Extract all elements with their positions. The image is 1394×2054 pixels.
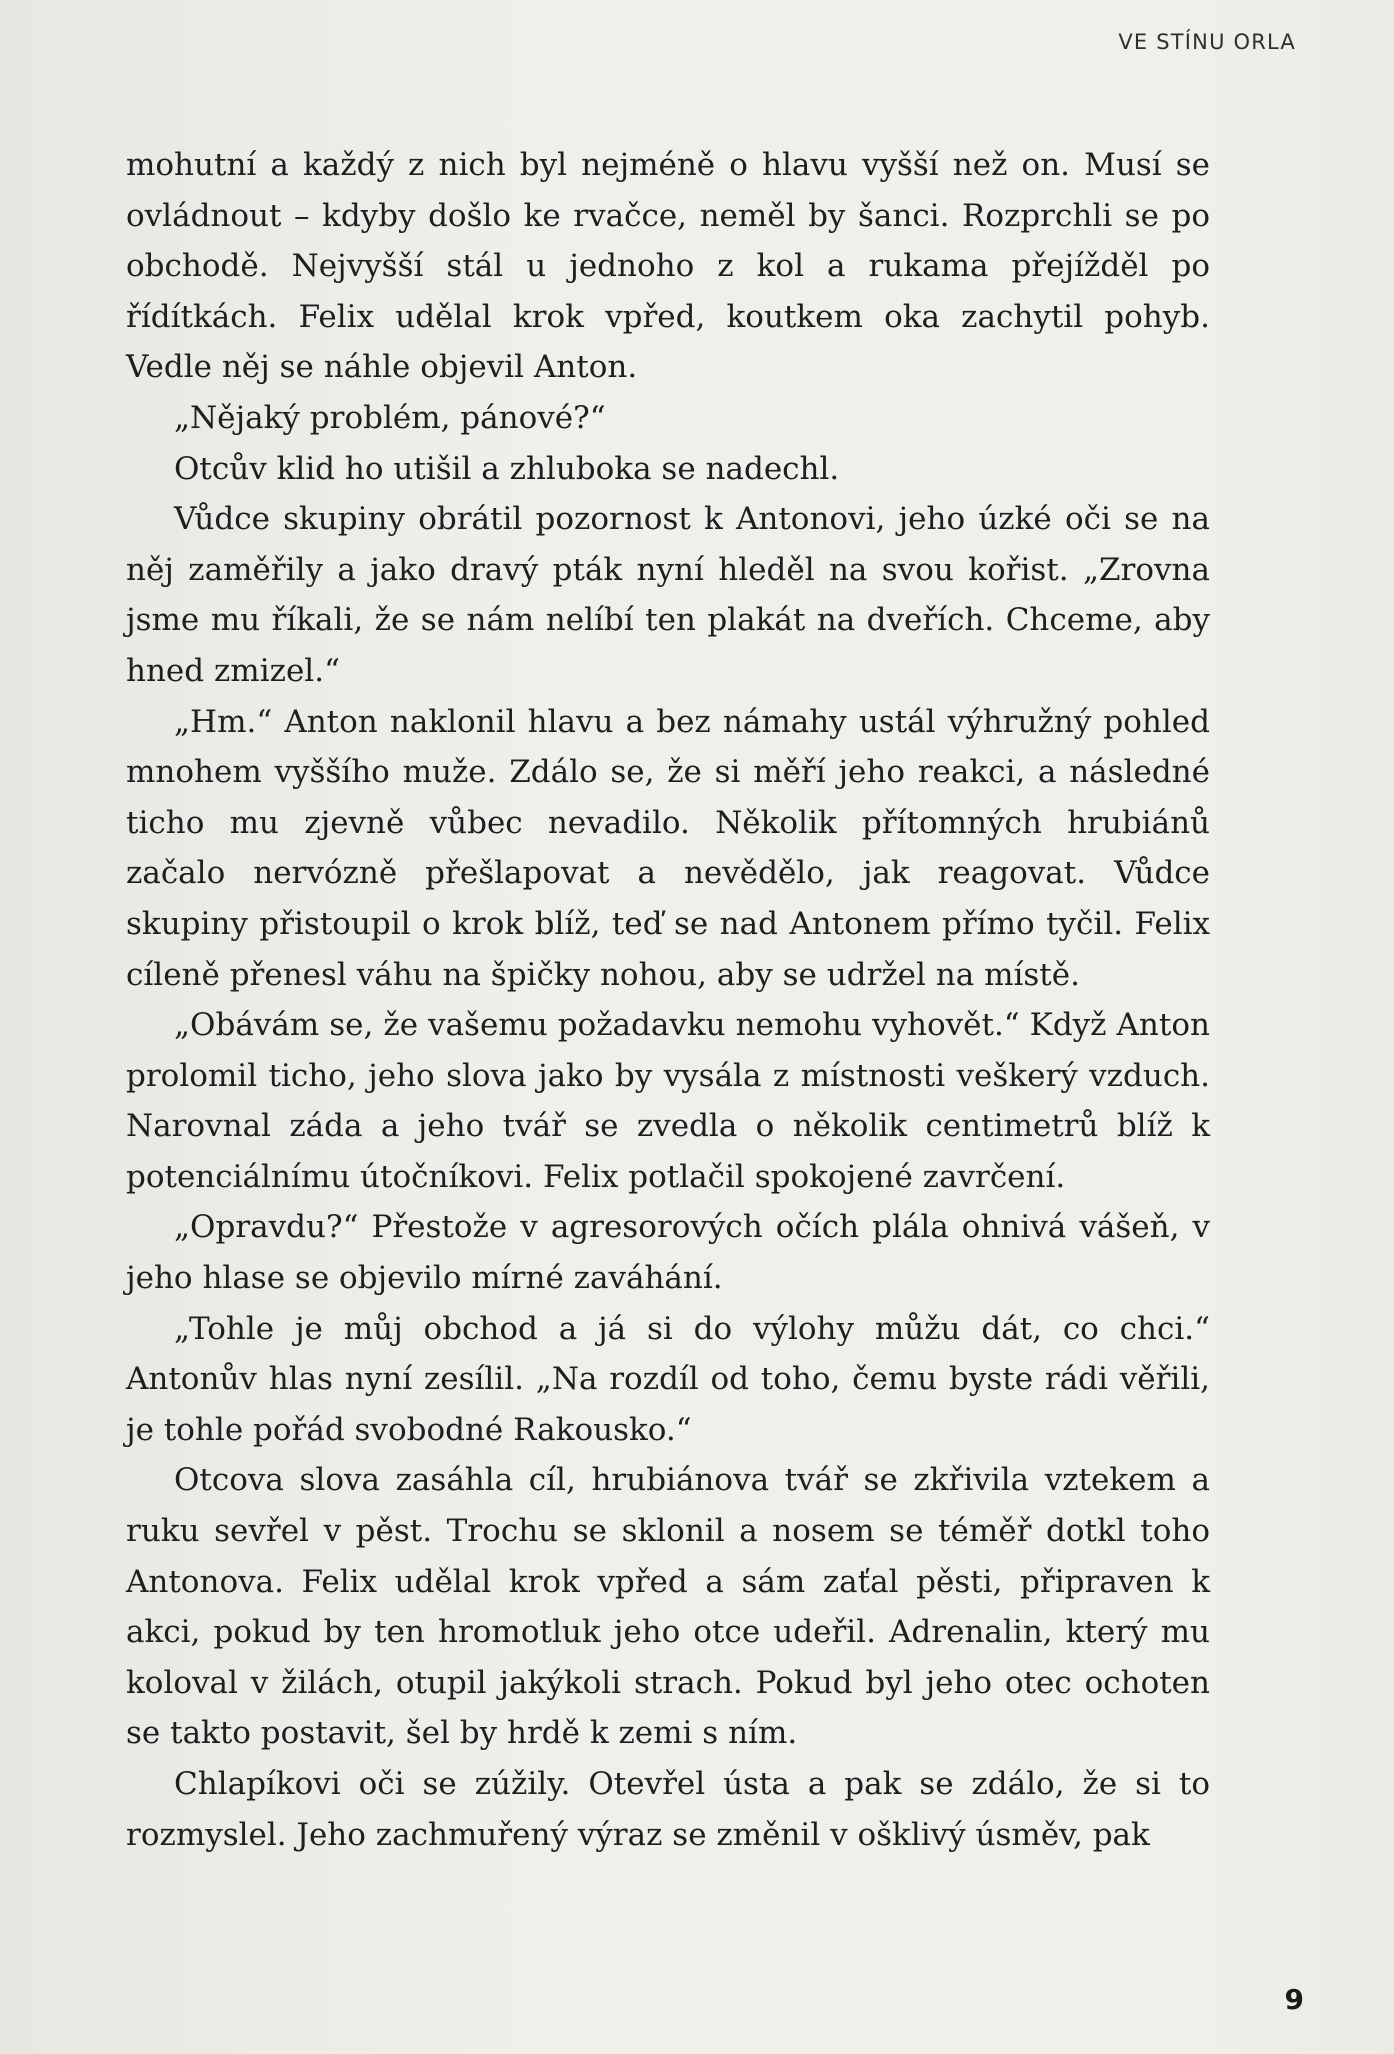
paragraph: Chlapíkovi oči se zúžily. Otevřel ústa a pak se zdálo, že si to rozmyslel. Jeho zachmuřený výraz se změnil v ošklivý úsměv, pak <box>126 1766 1210 1853</box>
running-head: VE STÍNU ORLA <box>1118 30 1296 54</box>
body-text <box>126 140 1210 1860</box>
page-number: 9 <box>1284 1983 1304 2016</box>
paragraph: „Tohle je můj obchod a já si do výlohy můžu dát, co chci.“ Antonův hlas nyní zesílil. „Na rozdíl od toho, čemu byste rádi věřili, je tohle pořád svobodné Rakousko.“ <box>126 1310 1210 1448</box>
paragraph: Otcova slova zasáhla cíl, hrubiánova tvář se zkřivila vztekem a ruku sevřel v pěst. Trochu se sklonil a nosem se téměř dotkl toho Antonova. Felix udělal krok vpřed a sám zaťal pěsti, připraven k akci, pokud by ten hromotluk jeho otce udeřil. Adrenalin, který mu koloval v žilách, otupil jakýkoli strach. Pokud byl jeho otec ochoten se takto postavit, šel by hrdě k zemi s ním. <box>126 1462 1210 1752</box>
paragraph: „Nějaký problém, pánové?“ <box>174 399 606 436</box>
paragraph: mohutní a každý z nich byl nejméně o hlavu vyšší než on. Musí se ovládnout – kdyby došlo ke rvačce, neměl by šanci. Rozprchli se po obchodě. Nejvyšší stál u jednoho z kol a rukama přejížděl po řídítkách. Felix udělal krok vpřed, koutkem oka zachytil pohyb. Vedle něj se náhle objevil Anton. <box>126 147 1210 386</box>
paragraph: „Hm.“ Anton naklonil hlavu a bez námahy ustál výhružný pohled mnohem vyššího muže. Zdálo se, že si měří jeho reakci, a následné ticho mu zjevně vůbec nevadilo. Několik přítomných hrubiánů začalo nervózně přešlapovat a nevědělo, jak reagovat. Vůdce skupiny přistoupil o krok blíž, teď se nad Antonem přímo tyčil. Felix cíleně přenesl váhu na špičky nohou, aby se udržel na místě. <box>126 703 1210 993</box>
paragraph: „Opravdu?“ Přestože v agresorových očích plála ohnivá vášeň, v jeho hlase se objevilo mírné zaváhání. <box>126 1209 1210 1297</box>
paragraph: Otcův klid ho utišil a zhluboka se nadechl. <box>174 450 840 487</box>
paragraph: Vůdce skupiny obrátil pozornost k Antonovi, jeho úzké oči se na něj zaměřily a jako dravý pták nyní hleděl na svou kořist. „Zrovna jsme mu říkali, že se nám nelíbí ten plakát na dveřích. Chceme, aby hned zmizel.“ <box>126 501 1210 689</box>
paragraph: „Obávám se, že vašemu požadavku nemohu vyhovět.“ Když Anton prolomil ticho, jeho slova jako by vysála z místnosti veškerý vzduch. Narovnal záda a jeho tvář se zvedla o několik centimetrů blíž k potenciálnímu útočníkovi. Felix potlačil spokojené zavrčení. <box>126 1007 1210 1195</box>
